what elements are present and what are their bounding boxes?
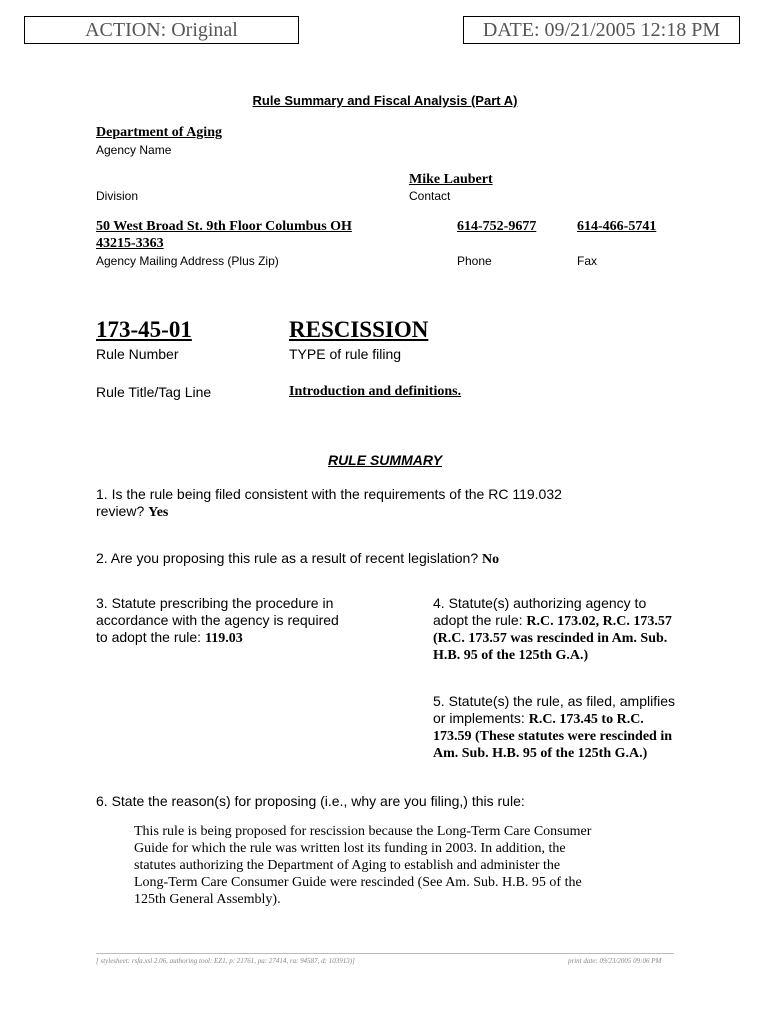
rule-number-label: Rule Number bbox=[96, 346, 179, 362]
rule-summary-heading: RULE SUMMARY bbox=[327, 452, 443, 468]
agency-name-value: Department of Aging bbox=[96, 125, 222, 140]
question-2 bbox=[96, 550, 716, 568]
question-5-line2 bbox=[433, 710, 733, 728]
action-box bbox=[24, 16, 299, 44]
question-3 bbox=[96, 595, 396, 647]
question-5-answer-line2: R.C. 173.45 to R.C. bbox=[528, 712, 644, 727]
question-1-line2 bbox=[96, 503, 696, 521]
question-4-text: adopt the rule: bbox=[433, 612, 523, 628]
contact-value: Mike Laubert bbox=[409, 172, 493, 187]
agency-name-label: Agency Name bbox=[96, 143, 172, 157]
question-3-text: to adopt the rule: bbox=[96, 629, 202, 645]
contact-label: Contact bbox=[409, 189, 451, 203]
question-1 bbox=[96, 486, 696, 521]
question-6: 6. State the reason(s) for proposing (i.e., why are you filing,) this rule: bbox=[96, 793, 525, 809]
rule-number-value: 173-45-01 bbox=[96, 317, 192, 342]
address-line1: 50 West Broad St. 9th Floor Columbus OH bbox=[96, 219, 352, 234]
rule-title-value: Introduction and definitions. bbox=[289, 384, 462, 399]
question-4-answer-line2: R.C. 173.02, R.C. 173.57 bbox=[526, 614, 672, 629]
division-label: Division bbox=[96, 189, 139, 203]
question-5-text: or implements: bbox=[433, 710, 525, 726]
question-1-text: review? bbox=[96, 503, 145, 519]
address-label: Agency Mailing Address (Plus Zip) bbox=[96, 254, 279, 268]
date-text: DATE: 09/21/2005 12:18 PM bbox=[482, 19, 721, 41]
action-text: ACTION: Original bbox=[85, 19, 238, 41]
question-6-answer-line: Guide for which the rule was written lost its funding in 2003. In addition, the bbox=[134, 841, 566, 856]
question-6-answer-line: statutes authorizing the Department of Aging to establish and administer the bbox=[134, 858, 561, 873]
footer-stylesheet-info: [ stylesheet: rsfa.xsl 2.06, authoring tool: EZ1, p: 21761, pa: 27414, ra: 94587, d: 103913)] bbox=[96, 957, 355, 965]
question-5-answer-line4: Am. Sub. H.B. 95 of the 125th G.A.) bbox=[433, 746, 648, 761]
date-box bbox=[463, 16, 740, 44]
question-6-answer-line: 125th General Assembly). bbox=[134, 892, 281, 907]
address-line2: 43215-3363 bbox=[96, 236, 164, 251]
question-2-answer: No bbox=[482, 552, 500, 567]
question-4-line2 bbox=[433, 612, 733, 630]
question-5-line1: 5. Statute(s) the rule, as filed, amplifies bbox=[433, 693, 675, 709]
question-5 bbox=[433, 693, 733, 762]
question-6-answer-line: Long-Term Care Consumer Guide were rescinded (See Am. Sub. H.B. 95 of the bbox=[134, 875, 582, 890]
page-title: Rule Summary and Fiscal Analysis (Part A) bbox=[252, 93, 518, 108]
question-5-answer-line3: 173.59 (These statutes were rescinded in bbox=[433, 729, 673, 744]
phone-value: 614-752-9677 bbox=[457, 219, 537, 234]
question-3-line1: 3. Statute prescribing the procedure in bbox=[96, 595, 334, 611]
question-4-answer-line3: (R.C. 173.57 was rescinded in Am. Sub. bbox=[433, 631, 668, 646]
footer-divider bbox=[96, 953, 674, 954]
question-6-answer bbox=[134, 823, 694, 908]
question-3-answer: 119.03 bbox=[204, 631, 243, 646]
question-2-text: 2. Are you proposing this rule as a result of recent legislation? bbox=[96, 550, 479, 566]
footer-print-date: print date: 09/23/2005 09:06 PM bbox=[568, 957, 662, 965]
rule-type-label: TYPE of rule filing bbox=[289, 346, 402, 362]
question-1-answer: Yes bbox=[148, 505, 169, 520]
question-4 bbox=[433, 595, 733, 664]
rule-type-value: RESCISSION bbox=[289, 317, 429, 342]
question-1-line1: 1. Is the rule being filed consistent with the requirements of the RC 119.032 bbox=[96, 486, 562, 502]
question-4-line1: 4. Statute(s) authorizing agency to bbox=[433, 595, 647, 611]
phone-label: Phone bbox=[457, 254, 492, 268]
fax-label: Fax bbox=[577, 254, 598, 268]
question-4-answer-line4: H.B. 95 of the 125th G.A.) bbox=[433, 648, 589, 663]
question-3-line2: accordance with the agency is required bbox=[96, 612, 339, 628]
rule-title-label: Rule Title/Tag Line bbox=[96, 384, 212, 400]
question-3-line3 bbox=[96, 629, 396, 647]
question-6-answer-line: This rule is being proposed for rescission because the Long-Term Care Consumer bbox=[134, 824, 592, 839]
fax-value: 614-466-5741 bbox=[577, 219, 657, 234]
